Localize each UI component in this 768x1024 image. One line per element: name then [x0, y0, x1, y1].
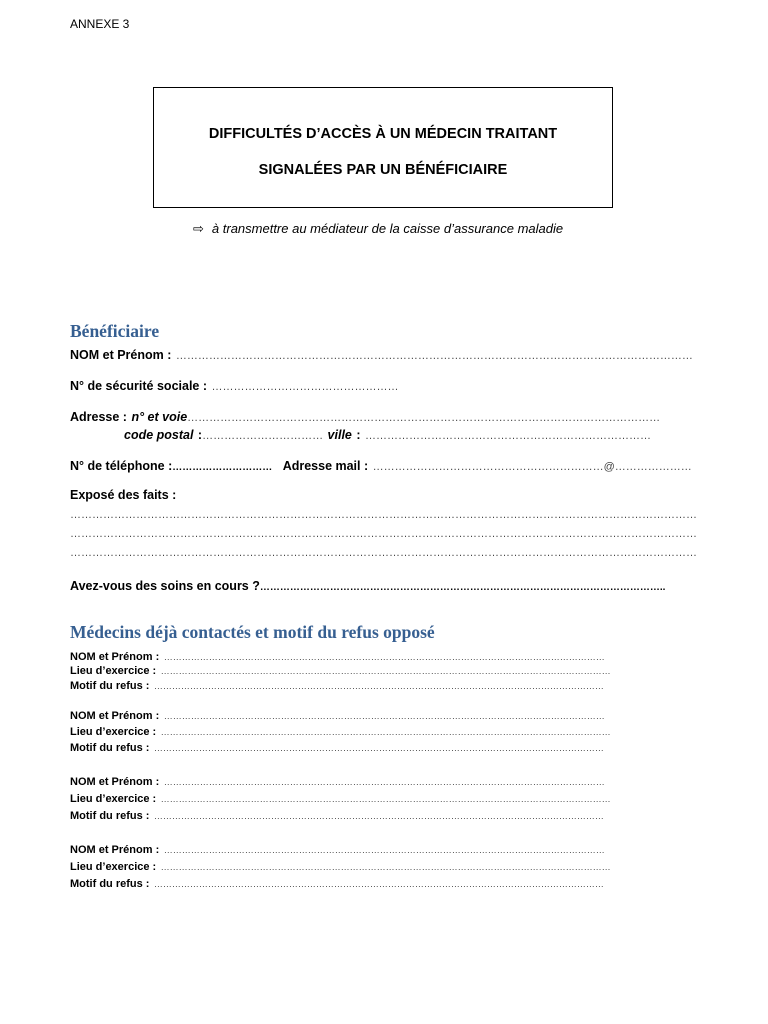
cp-label: code postal [124, 428, 194, 442]
subtitle [193, 221, 563, 237]
mail-label: Adresse mail : [282, 459, 369, 473]
secu-field[interactable] [70, 377, 398, 395]
faits-line-1[interactable]: ……………………………………………………………………………………………………………………………………………………… [70, 509, 697, 521]
medecin-4-motif[interactable] [70, 874, 604, 892]
mail-dots: ………………………………………………………@………………… [372, 461, 692, 473]
medecin-lieu-dots: …………………………………………………………………………………………………………………………………… [160, 666, 611, 676]
adresse-cp-ville-field[interactable] [124, 426, 651, 444]
medecin-lieu-dots: …………………………………………………………………………………………………………………………………… [160, 794, 611, 804]
medecin-motif-dots: …………………………………………………………………………………………………………………………………… [153, 879, 604, 889]
medecin-motif-label: Motif du refus : [70, 810, 150, 822]
faits-label: Exposé des faits : [70, 488, 177, 502]
medecin-nom-dots: ………………………………………………………………………………………………………………………………… [163, 652, 605, 662]
medecin-lieu-label: Lieu d’exercice : [70, 793, 157, 805]
medecin-lieu-dots: …………………………………………………………………………………………………………………………………… [160, 862, 611, 872]
nom-prenom-label: NOM et Prénom : [70, 348, 172, 362]
medecin-3-motif[interactable] [70, 806, 604, 824]
annexe-label: ANNEXE 3 [70, 17, 130, 31]
medecin-nom-label: NOM et Prénom : [70, 710, 160, 722]
arrow-right-icon: ⇨ [193, 221, 204, 236]
tel-mail-field[interactable] [70, 457, 692, 475]
medecin-2-motif[interactable] [70, 738, 604, 756]
beneficiaire-heading: Bénéficiaire [70, 321, 160, 341]
medecin-nom-dots: ………………………………………………………………………………………………………………………………… [163, 711, 605, 721]
medecin-lieu-label: Lieu d’exercice : [70, 861, 157, 873]
medecin-motif-dots: …………………………………………………………………………………………………………………………………… [153, 811, 604, 821]
medecin-nom-dots: ………………………………………………………………………………………………………………………………… [163, 777, 605, 787]
soins-field[interactable] [70, 577, 665, 595]
title-box [153, 87, 613, 208]
faits-line-3[interactable]: ……………………………………………………………………………………………………………………………………………………… [70, 547, 697, 559]
medecin-nom-label: NOM et Prénom : [70, 776, 160, 788]
subtitle-text: à transmettre au médiateur de la caisse d’assurance maladie [211, 221, 564, 236]
medecin-motif-dots: …………………………………………………………………………………………………………………………………… [153, 681, 604, 691]
secu-label: N° de sécurité sociale : [70, 379, 207, 393]
medecin-motif-dots: …………………………………………………………………………………………………………………………………… [153, 743, 604, 753]
medecin-lieu-label: Lieu d’exercice : [70, 726, 157, 738]
medecin-nom-label: NOM et Prénom : [70, 651, 160, 663]
medecin-4-nom[interactable] [70, 840, 605, 858]
medecin-nom-dots: ………………………………………………………………………………………………………………………………… [163, 845, 605, 855]
medecin-3-nom[interactable] [70, 772, 605, 790]
medecins-heading: Médecins déjà contactés et motif du refus opposé [70, 622, 435, 642]
medecin-1-motif[interactable] [70, 676, 604, 694]
cp-dots: …………………………… [202, 430, 324, 442]
medecin-motif-label: Motif du refus : [70, 680, 150, 692]
faits-line-2[interactable]: ……………………………………………………………………………………………………………………………………………………… [70, 528, 697, 540]
medecin-nom-label: NOM et Prénom : [70, 844, 160, 856]
voie-label: n° et voie [131, 410, 188, 424]
adresse-voie-field[interactable] [70, 408, 660, 426]
tel-label: N° de téléphone : [70, 459, 173, 473]
medecin-lieu-label: Lieu d’exercice : [70, 665, 157, 677]
title-line-1: DIFFICULTÉS D’ACCÈS À UN MÉDECIN TRAITANT [208, 126, 558, 142]
cp-colon: : [197, 428, 203, 442]
medecin-4-lieu[interactable] [70, 857, 611, 875]
medecin-3-lieu[interactable] [70, 789, 611, 807]
nom-prenom-field[interactable] [70, 346, 693, 364]
tel-dots: ………………………… [172, 462, 273, 473]
adresse-label: Adresse : [70, 410, 127, 424]
ville-dots: …………………………………………………………………… [364, 430, 651, 442]
secu-dots: …………………………………………… [211, 381, 399, 393]
medecin-lieu-dots: …………………………………………………………………………………………………………………………………… [160, 727, 611, 737]
soins-dots: ………………………………………………………………………………………………………….. [259, 582, 666, 593]
nom-prenom-dots: …………………………………………………………………………………………………………………………… [175, 350, 693, 362]
title-line-2: SIGNALÉES PAR UN BÉNÉFICIAIRE [258, 162, 508, 178]
medecin-motif-label: Motif du refus : [70, 878, 150, 890]
ville-colon: : [356, 428, 361, 442]
voie-dots: ………………………………………………………………………………………………………………… [187, 412, 661, 424]
soins-label: Avez-vous des soins en cours ? [70, 579, 260, 593]
medecin-motif-label: Motif du refus : [70, 742, 150, 754]
ville-label: ville [327, 428, 352, 442]
